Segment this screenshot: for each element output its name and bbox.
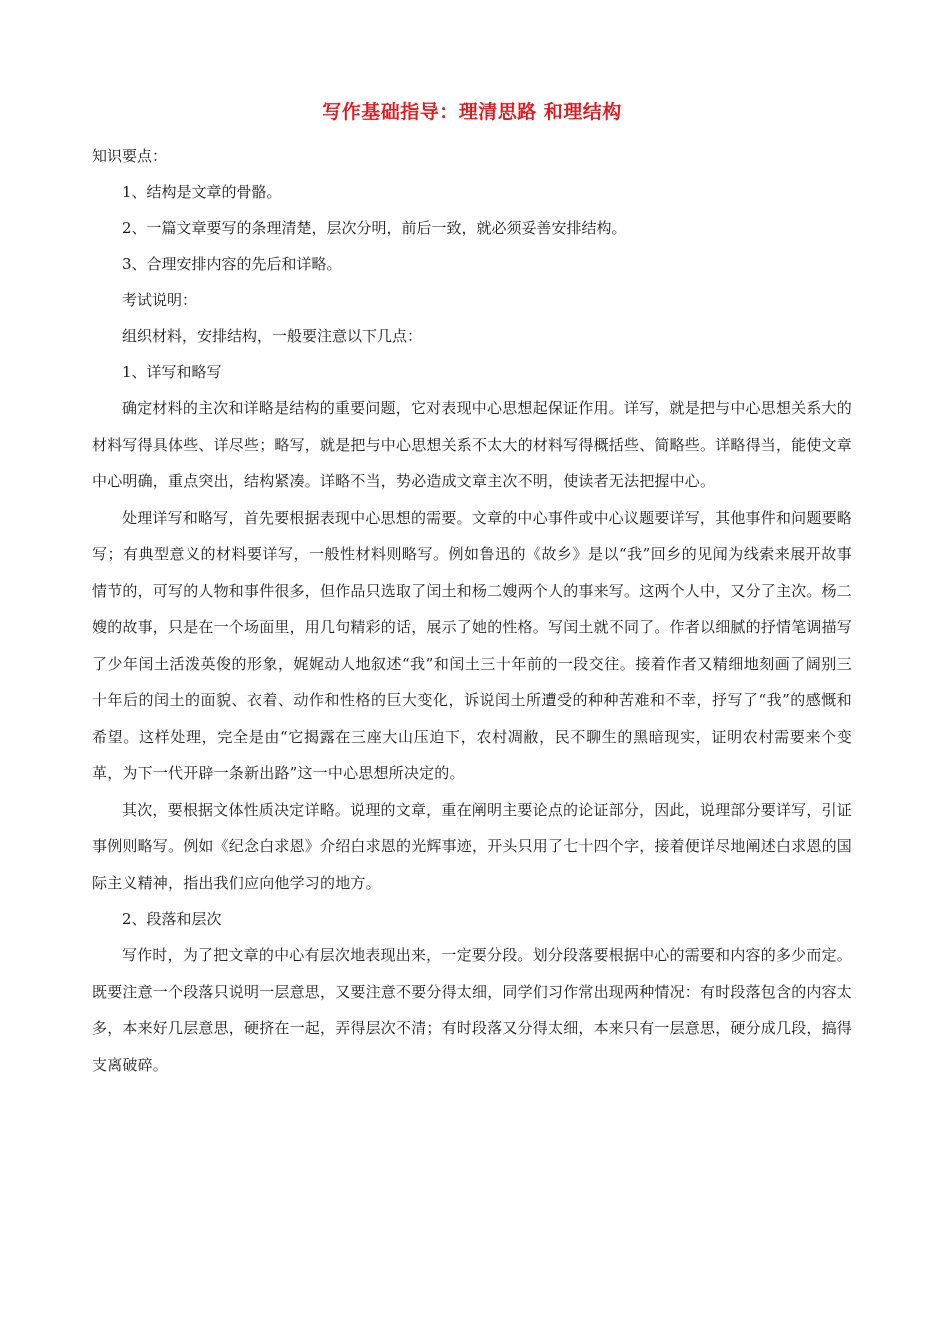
document-page [92, 98, 852, 1083]
section-heading: 2、段落和层次 [122, 910, 222, 928]
paragraph: 其次，要根据文体性质决定详略。说理的文章，重在阐明主要论点的论证部分，因此，说理部分要详写，引证事例则略写。例如《纪念白求恩》介绍白求恩的光辉事迹，开头只用了七十四个字，接着便详尽地阐述白求恩的国际主义精神，指出我们应向他学习的地方。 [92, 800, 853, 892]
point-item: 3、合理安排内容的先后和详略。 [122, 255, 342, 273]
paragraph: 写作时，为了把文章的中心有层次地表现出来，一定要分段。划分段落要根据中心的需要和内容的多少而定。既要注意一个段落只说明一层意思，又要注意不要分得太细，同学们习作常出现两种情况：有时段落包含的内容太多，本来好几层意思，硬挤在一起，弄得层次不清；有时段落又分得太细，本来只有一层意思，硬分成几段，搞得支离破碎。 [92, 946, 853, 1074]
exam-label: 考试说明： [122, 291, 198, 309]
paragraph: 处理详写和略写，首先要根据表现中心思想的需要。文章的中心事件或中心议题要详写，其他事件和问题要略写；有典型意义的材料要详写，一般性材料则略写。例如鲁迅的《故乡》是以“我”回乡的见闻为线索来展开故事情节的，可写的人物和事件很多，但作品只选取了闰土和杨二嫂两个人的事来写。这两个人中，又分了主次。杨二嫂的故事，只是在一个场面里，用几句精彩的话，展示了她的性格。写闰土就不同了。作者以细腻的抒情笔调描写了少年闰土活泼英俊的形象，娓娓动人地叙述“我”和闰土三十年前的一段交往。接着作者又精细地刻画了阔别三十年后的闰土的面貌、衣着、动作和性格的巨大变化，诉说闰土所遭受的种种苦难和不幸，抒写了“我”的感慨和希望。这样处理，完全是由“它揭露在三座大山压迫下，农村凋敝，民不聊生的黑暗现实，证明农村需要来个变革，为下一代开辟一条新出路”这一中心思想所决定的。 [92, 508, 853, 782]
point-item: 1、结构是文章的骨骼。 [122, 183, 282, 201]
section-heading: 1、详写和略写 [122, 363, 222, 381]
intro-text: 组织材料，安排结构，一般要注意以下几点： [122, 327, 423, 345]
paragraph: 确定材料的主次和详略是结构的重要问题，它对表现中心思想起保证作用。详写，就是把与中心思想关系大的材料写得具体些、详尽些；略写，就是把与中心思想关系不太大的材料写得概括些、简略些。详略得当，能使文章中心明确，重点突出，结构紧凑。详略不当，势必造成文章主次不明，使读者无法把握中心。 [92, 399, 853, 490]
page-title: 写作基础指导：理清思路 和理结构 [322, 101, 622, 123]
point-item: 2、一篇文章要写的条理清楚，层次分明，前后一致，就必须妥善安排结构。 [122, 219, 627, 237]
section-label: 知识要点： [92, 147, 168, 165]
